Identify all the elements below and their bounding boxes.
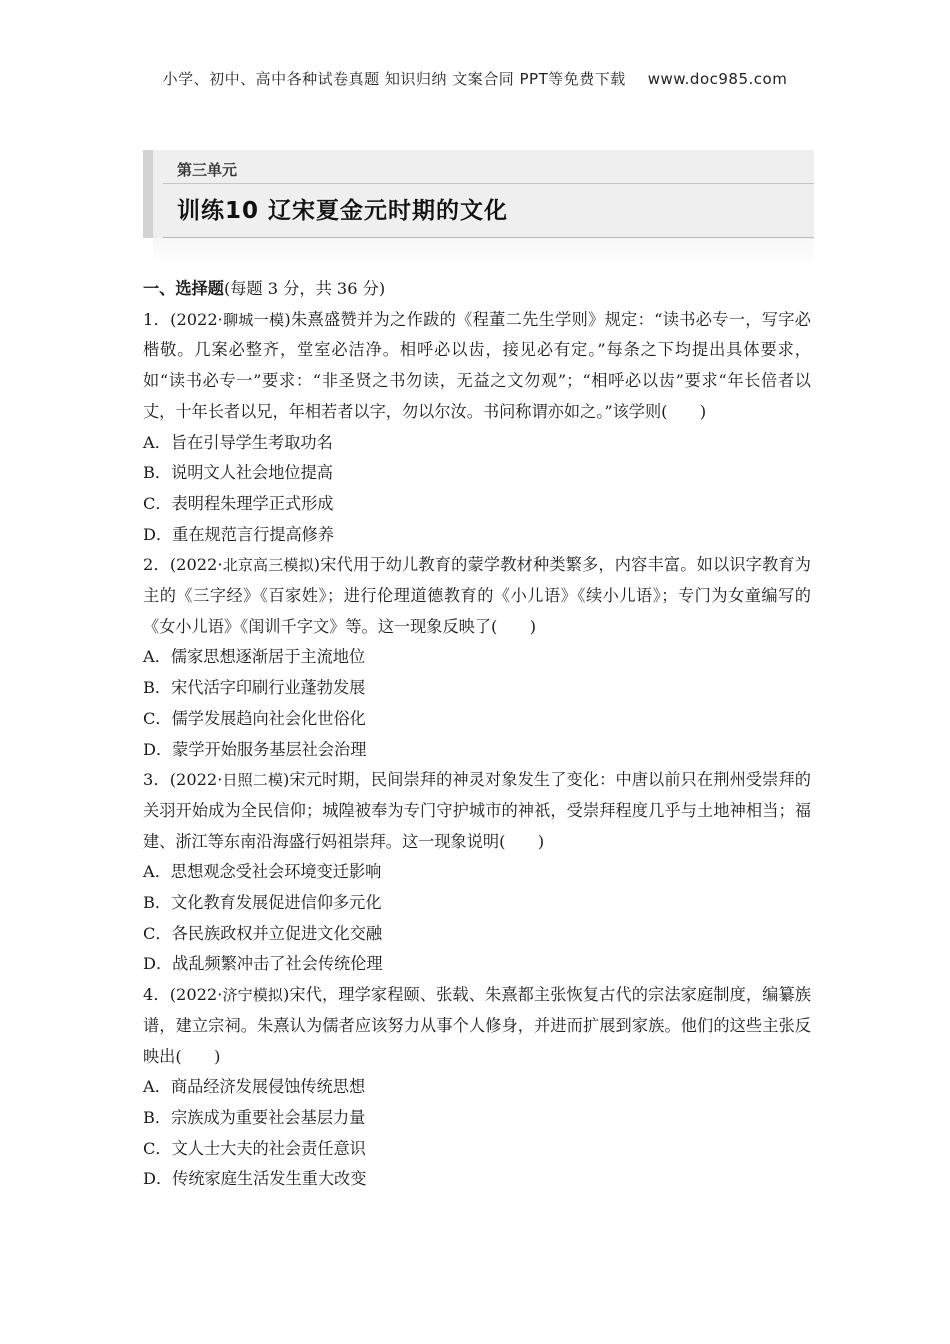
option-d[interactable]: D．蒙学开始服务基层社会治理: [143, 739, 367, 759]
question-1: [143, 305, 811, 551]
question-stem: 1．(2022·聊城一模)朱熹盛赞并为之作跋的《程董二先生学则》规定：“读书必专一，写字必楷敬。几案必整齐，堂室必洁净。相呼必以齿，接见必有定。”每条之下均提出具体要求，如“读书必专一”要求：“非圣贤之书勿读，无益之文勿观”；“相呼必以齿”要求“年长倍者以丈，十年长者以兄，年相若者以字，勿以尔汝。书问称谓亦如之。”该学则( ): [143, 309, 811, 421]
option-b[interactable]: B．文化教育发展促进信仰多元化: [143, 893, 382, 913]
page-header: [0, 68, 950, 89]
question-source: 日照二模: [222, 771, 283, 790]
option-d[interactable]: D．重在规范言行提高修养: [143, 524, 335, 544]
unit-label: 第三单元: [177, 161, 238, 179]
option-a[interactable]: A．思想观念受社会环境变迁影响: [143, 862, 382, 882]
section-note: (每题 3 分，共 36 分): [223, 279, 386, 298]
question-number: 2．: [143, 555, 170, 575]
question-stem: 2．(2022·北京高三模拟)宋代用于幼儿教育的蒙学教材种类繁多，内容丰富。如以识字教育为主的《三字经》《百家姓》；进行伦理道德教育的《小儿语》《续小儿语》；专门为女童编写的《女小儿语》《闺训千字文》等。这一现象反映了( ): [143, 555, 811, 636]
option-a[interactable]: A．商品经济发展侵蚀传统思想: [143, 1077, 366, 1097]
option-b[interactable]: B．宗族成为重要社会基层力量: [143, 1107, 366, 1127]
question-4: [143, 980, 811, 1195]
option-c[interactable]: C．表明程朱理学正式形成: [143, 493, 334, 513]
unit-banner: [143, 150, 814, 238]
question-source: 聊城一模: [222, 310, 285, 329]
option-d[interactable]: D．战乱频繁冲击了社会传统伦理: [143, 954, 383, 974]
banner-divider: [163, 183, 814, 184]
option-b[interactable]: B．说明文人社会地位提高: [143, 463, 333, 483]
question-3: [143, 765, 811, 980]
section-title: 一、选择题: [143, 279, 224, 298]
option-c[interactable]: C．各民族政权并立促进文化交融: [143, 923, 383, 943]
question-number: 4．: [143, 985, 170, 1005]
option-a[interactable]: A．旨在引导学生考取功名: [143, 432, 333, 452]
question-stem: 4．(2022·济宁模拟)宋代，理学家程颐、张载、朱熹都主张恢复古代的宗法家庭制度，编纂族谱，建立宗祠。朱熹认为儒者应该努力从事个人修身，并进而扩展到家族。他们的这些主张反映出( ): [143, 985, 811, 1066]
option-c[interactable]: C．儒学发展趋向社会化世俗化: [143, 708, 366, 728]
question-list: [143, 274, 811, 1195]
option-a[interactable]: A．儒家思想逐渐居于主流地位: [143, 647, 366, 667]
banner-shadow: [153, 238, 814, 266]
option-d[interactable]: D．传统家庭生活发生重大改变: [143, 1169, 367, 1189]
question-stem: 3．(2022·日照二模)宋元时期，民间崇拜的神灵对象发生了变化：中唐以前只在荆州受崇拜的关羽开始成为全民信仰；城隍被奉为专门守护城市的神祇，受崇拜程度几乎与土地神相当；福建、浙江等东南沿海盛行妈祖崇拜。这一现象说明( ): [143, 770, 811, 851]
option-c[interactable]: C．文人士大夫的社会责任意识: [143, 1138, 366, 1158]
header-url[interactable]: www.doc985.com: [647, 70, 788, 88]
question-2: [143, 550, 811, 765]
lesson-title: 训练10 辽宋夏金元时期的文化: [177, 198, 509, 224]
header-text: 小学、初中、高中各种试卷真题 知识归纳 文案合同 PPT等免费下载: [162, 70, 626, 88]
question-number: 3．: [143, 770, 170, 790]
section-heading: [143, 274, 811, 305]
question-number: 1．: [143, 309, 171, 329]
question-source: 北京高三模拟: [222, 556, 314, 575]
question-source: 济宁模拟: [222, 986, 283, 1005]
option-b[interactable]: B．宋代活字印刷行业蓬勃发展: [143, 678, 366, 698]
